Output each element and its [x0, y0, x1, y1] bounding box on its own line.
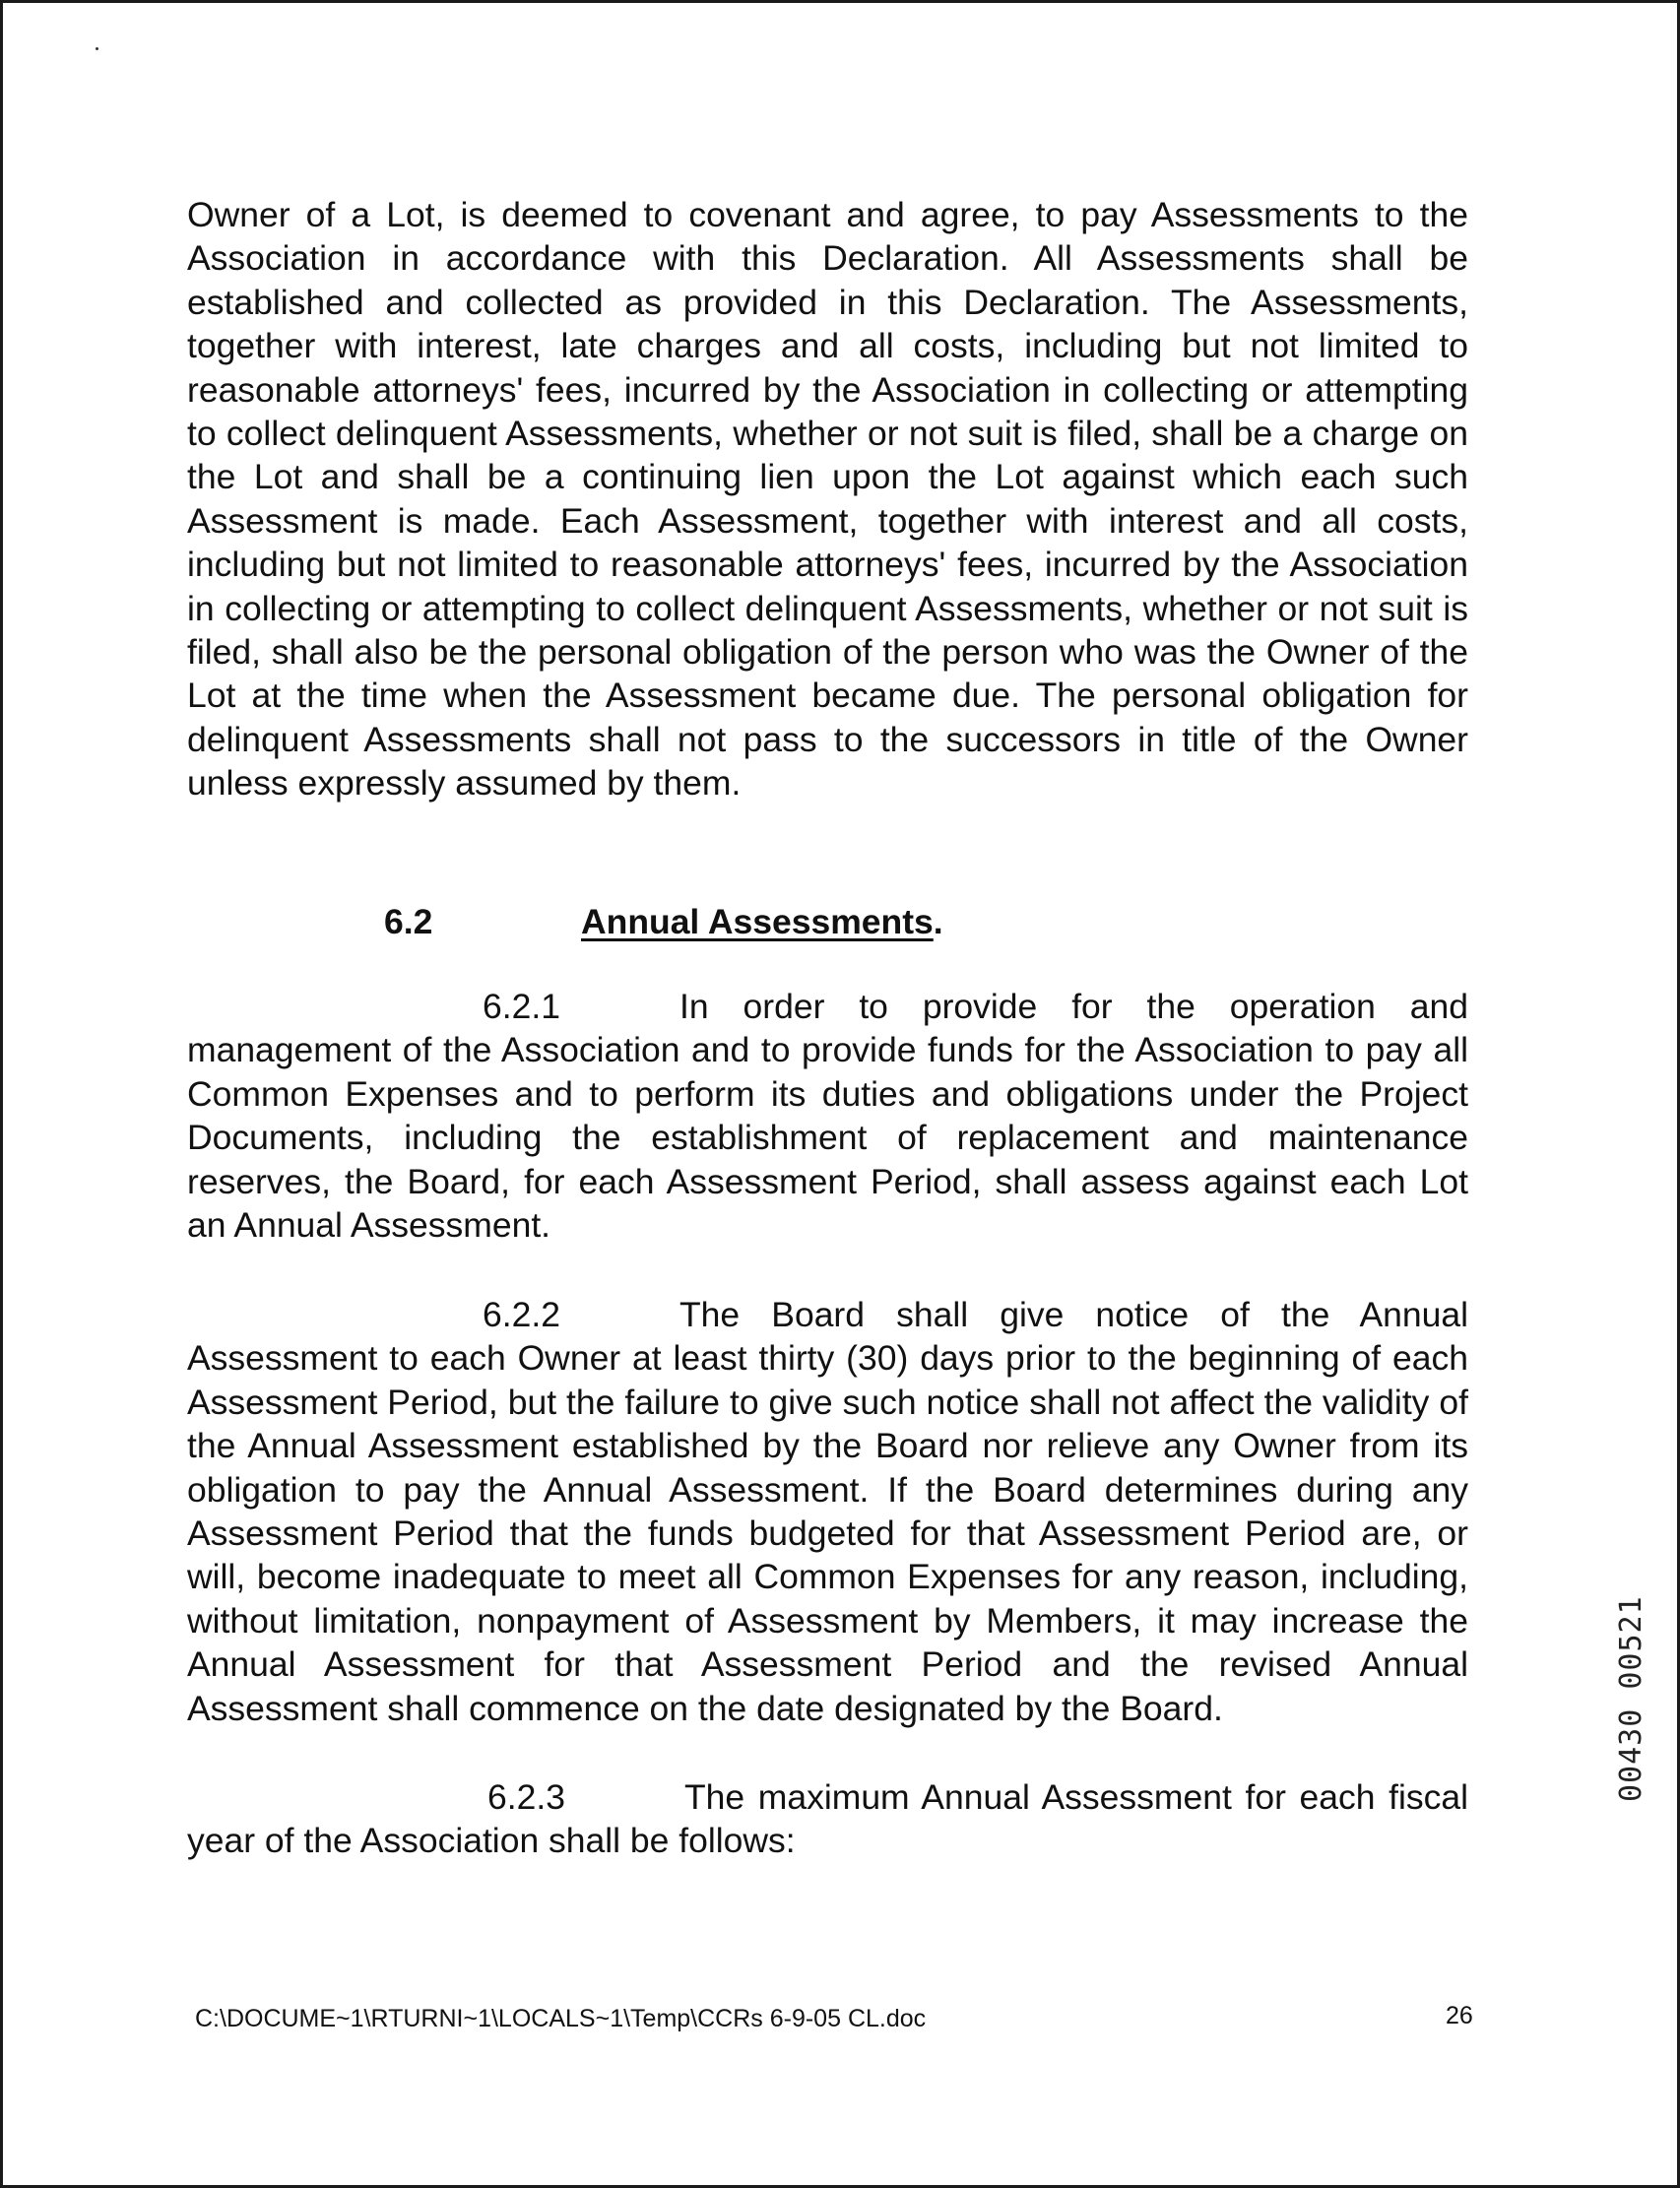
- subsection-text: The Board shall give notice of the Annual Assessment to each Owner at least thirty (30) days prior to the beginning of each Assessment Period, but the failure to give such notice shall not affect the validity of the Annual Assessment established by the Board nor relieve any Owner from its obligation to pay the Annual Assessment. If the Board determines during any Assessment Period that the funds budgeted for that Assessment Period are, or will, become inadequate to meet all Common Expenses for any reason, including, without limitation, nonpayment of Assessment by Members, it may increase the Annual Assessment for that Assessment Period and the revised Annual Assessment shall commence on the date designated by the Board.: [187, 1295, 1468, 1728]
- subsection-text: The maximum Annual Assessment for each fiscal year of the Association shall be follows:: [187, 1777, 1468, 1861]
- page-edge-left: [0, 0, 3, 2188]
- page-number: 26: [1446, 2002, 1473, 2029]
- subsection-number: 6.2.3: [487, 1777, 565, 1817]
- section-title-period: .: [933, 902, 943, 941]
- intro-paragraph: Owner of a Lot, is deemed to covenant and agree, to pay Assessments to the Association in accordance with this Declaration. All Assessments shall be established and collected as provided in this Declaration. The Assessments, together with interest, late charges and all costs, including but not limited to reasonable attorneys' fees, incurred by the Association in collecting or attempting to collect delinquent Assessments, whether or not suit is filed, shall be a charge on the Lot and shall be a continuing lien upon the Lot against which each such Assessment is made. Each Assessment, together with interest and all costs, including but not limited to reasonable attorneys' fees, incurred by the Association in collecting or attempting to collect delinquent Assessments, whether or not suit is filed, shall also be the personal obligation of the person who was the Owner of the Lot at the time when the Assessment became due. The personal obligation for delinquent Assessments shall not pass to the successors in title of the Owner unless expressly assumed by them.: [187, 195, 1468, 804]
- recording-stamp: 00430 00521: [1614, 1595, 1648, 1802]
- subsection-6-2-3: [187, 1775, 1468, 1863]
- subsection-text: In order to provide for the operation and management of the Association and to provide funds for the Association to pay all Common Expenses and to perform its duties and obligations under the Project Documents, including the establishment of replacement and maintenance reserves, the Board, for each Assessment Period, shall assess against each Lot an Annual Assessment.: [187, 987, 1468, 1246]
- subsection-6-2-1: [187, 985, 1468, 1247]
- section-title: Annual Assessments: [581, 902, 934, 941]
- page-edge-top: [0, 0, 1680, 3]
- subsection-number: 6.2.2: [483, 1295, 560, 1334]
- footer-file-path: C:\DOCUME~1\RTURNI~1\LOCALS~1\Temp\CCRs 6-9-05 CL.doc: [195, 2005, 927, 2032]
- section-number: 6.2: [384, 902, 433, 941]
- subsection-number: 6.2.1: [483, 987, 560, 1026]
- section-heading: [384, 900, 943, 943]
- subsection-6-2-2: [187, 1293, 1468, 1730]
- scan-speck: [96, 47, 98, 50]
